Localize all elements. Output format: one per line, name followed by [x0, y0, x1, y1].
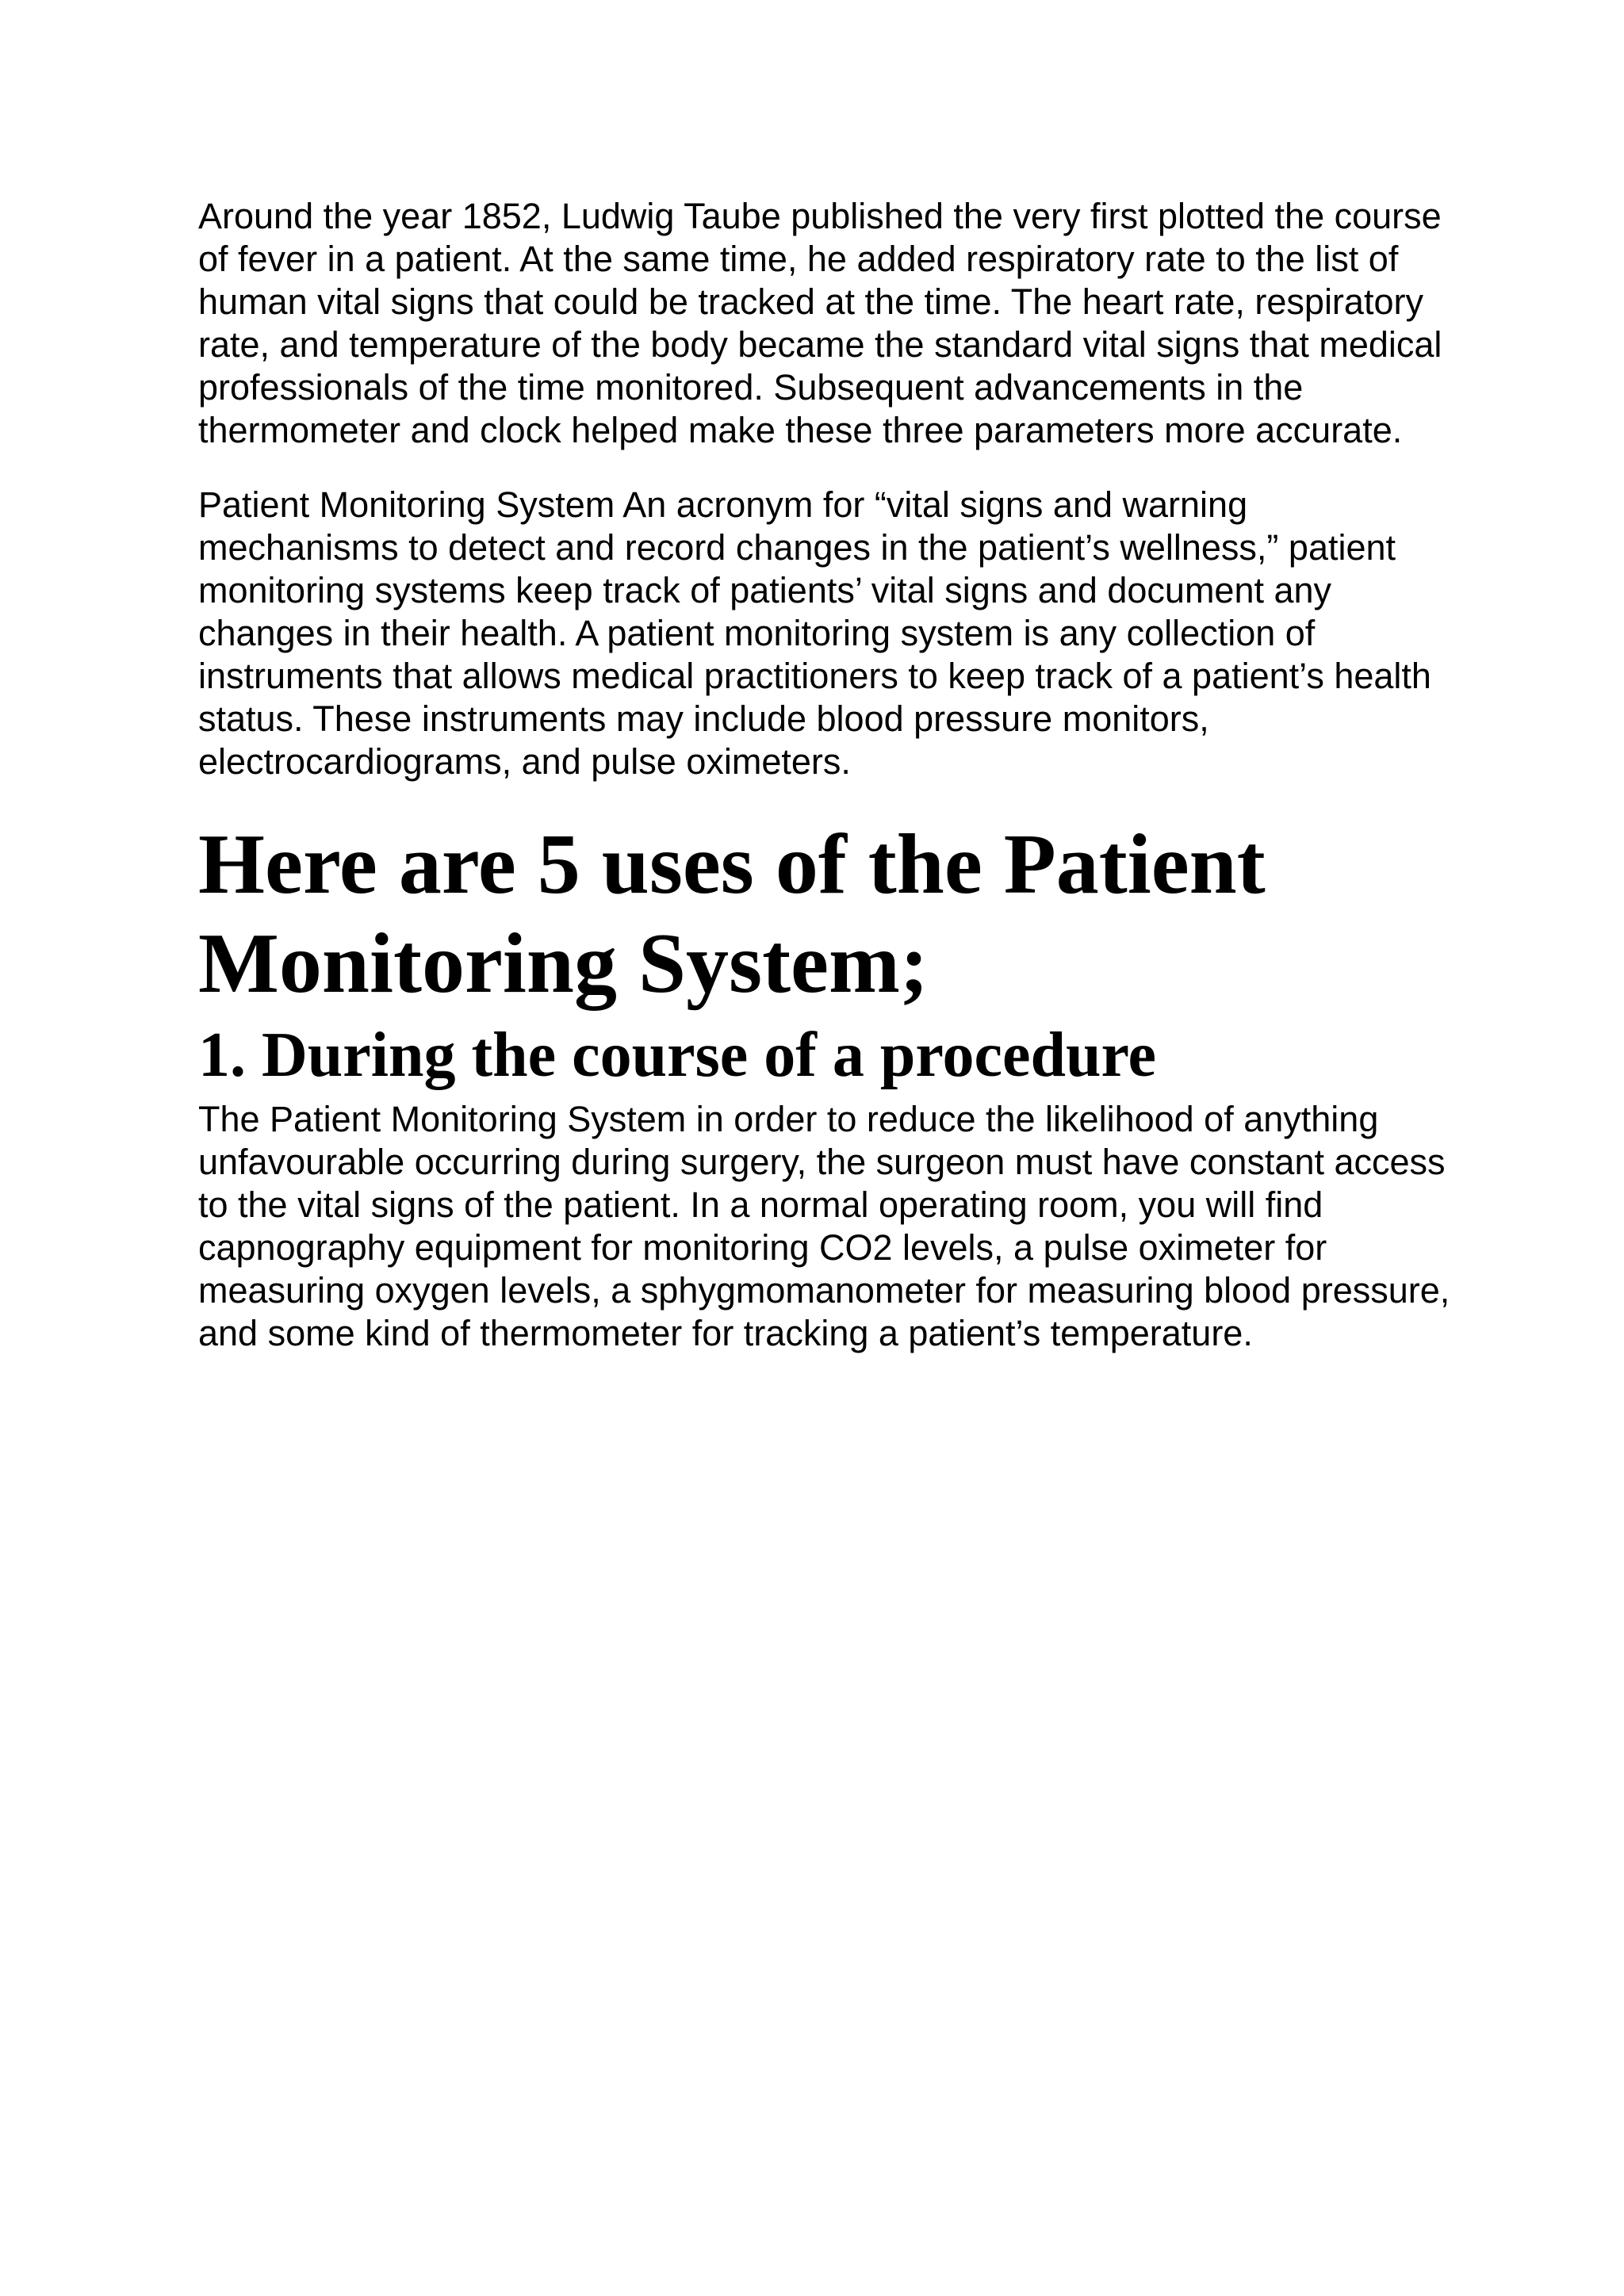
section-heading-1: 1. During the course of a procedure — [198, 1020, 1157, 1090]
main-heading: Here are 5 uses of the Patient Monitoring System; — [198, 817, 1266, 1011]
paragraph-history: Around the year 1852, Ludwig Taube published the very first plotted the course of fever in a patient. At the same time, he added respiratory rate to the list of human vital signs that could be tracked at the time. The heart rate, respiratory rate, and temperature of the body became the standard vital signs that medical professionals of the time monitored. Subsequent advancements in the thermometer and clock helped make these three parameters more accurate. — [198, 196, 1442, 450]
document-body — [198, 195, 1451, 1355]
paragraph-procedure: The Patient Monitoring System in order to reduce the likelihood of anything unfavourable occurring during surgery, the surgeon must have constant access to the vital signs of the patient. In a normal operating room, you will find capnography equipment for monitoring CO2 levels, a pulse oximeter for measuring oxygen levels, a sphygmomanometer for measuring blood pressure, and some kind of thermometer for tracking a patient’s temperature. — [198, 1099, 1450, 1353]
paragraph-definition: Patient Monitoring System An acronym for “vital signs and warning mechanisms to detect and record changes in the patient’s wellness,” patient monitoring systems keep track of patients’ vital signs and document any changes in their health. A patient monitoring system is any collection of instruments that allows medical practitioners to keep track of a patient’s health status. These instruments may include blood pressure monitors, electrocardiograms, and pulse oximeters. — [198, 484, 1431, 782]
